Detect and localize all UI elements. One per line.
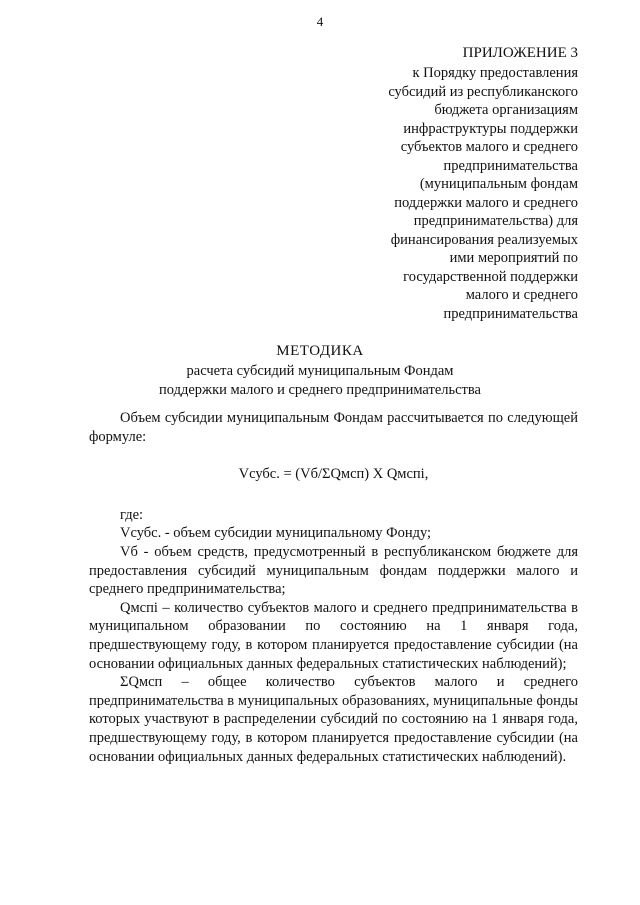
where-label: где: (120, 506, 144, 523)
definition-sum-qmsp: ΣQмсп – общее количество субъектов малого и среднего предпринимательства в муниципальных образованиях, муниципальные фонды которых участвуют в распределении субсидий по состоянию на 1 января года, предшествующему году, в котором планируется предоставление субсидии (на основании официальных данных федеральных статистических наблюдений). (89, 674, 578, 765)
appendix-line: малого и среднего (465, 287, 578, 303)
appendix-line: субъектов малого и среднего (400, 139, 578, 155)
method-subtitle-line-2: поддержки малого и среднего предпринимательства (159, 382, 481, 398)
appendix-line: инфраструктуры поддержки (403, 120, 578, 137)
appendix-line: финансирования реализуемых (390, 231, 578, 248)
appendix-line: предпринимательства) для (413, 213, 578, 229)
method-title: МЕТОДИКА (276, 343, 364, 359)
appendix-title: ПРИЛОЖЕНИЕ 3 (462, 45, 578, 61)
intro-paragraph: Объем субсидии муниципальным Фондам рассчитывается по следующей формуле: (89, 410, 578, 445)
appendix-line: субсидий из республиканского (388, 83, 578, 100)
appendix-header (360, 43, 578, 323)
appendix-line: поддержки малого и среднего (394, 194, 578, 211)
formula: Vсубс. = (Vб/ΣQмсп) X Qмспi, (238, 466, 429, 483)
page-number: 4 (316, 14, 324, 29)
definition-vsubs: Vсубс. - объем субсидии муниципальному Фонду; (120, 525, 432, 542)
appendix-line: ими мероприятий по (449, 250, 578, 266)
appendix-line: к Порядку предоставления (412, 65, 578, 81)
definition-qmspi: Qмспi – количество субъектов малого и среднего предпринимательства в муниципальном образовании по состоянию на 1 января года, предшествующему году, в котором планируется предоставление субсидии (на основании официальных данных федеральных статистических наблюдений); (89, 599, 578, 672)
document-body (89, 409, 578, 766)
method-heading (60, 341, 580, 400)
definition-vb: Vб - объем средств, предусмотренный в республиканском бюджете для предоставления субсидий муниципальным фондам поддержки малого и среднего предпринимательства; (89, 543, 578, 598)
appendix-line: (муниципальным фондам (419, 176, 578, 192)
appendix-line: предпринимательства (443, 157, 578, 174)
method-subtitle-line-1: расчета субсидий муниципальным Фондам (186, 363, 454, 379)
appendix-line: бюджета организациям (434, 102, 578, 118)
appendix-line: предпринимательства (443, 305, 578, 322)
appendix-line: государственной поддержки (403, 268, 578, 285)
